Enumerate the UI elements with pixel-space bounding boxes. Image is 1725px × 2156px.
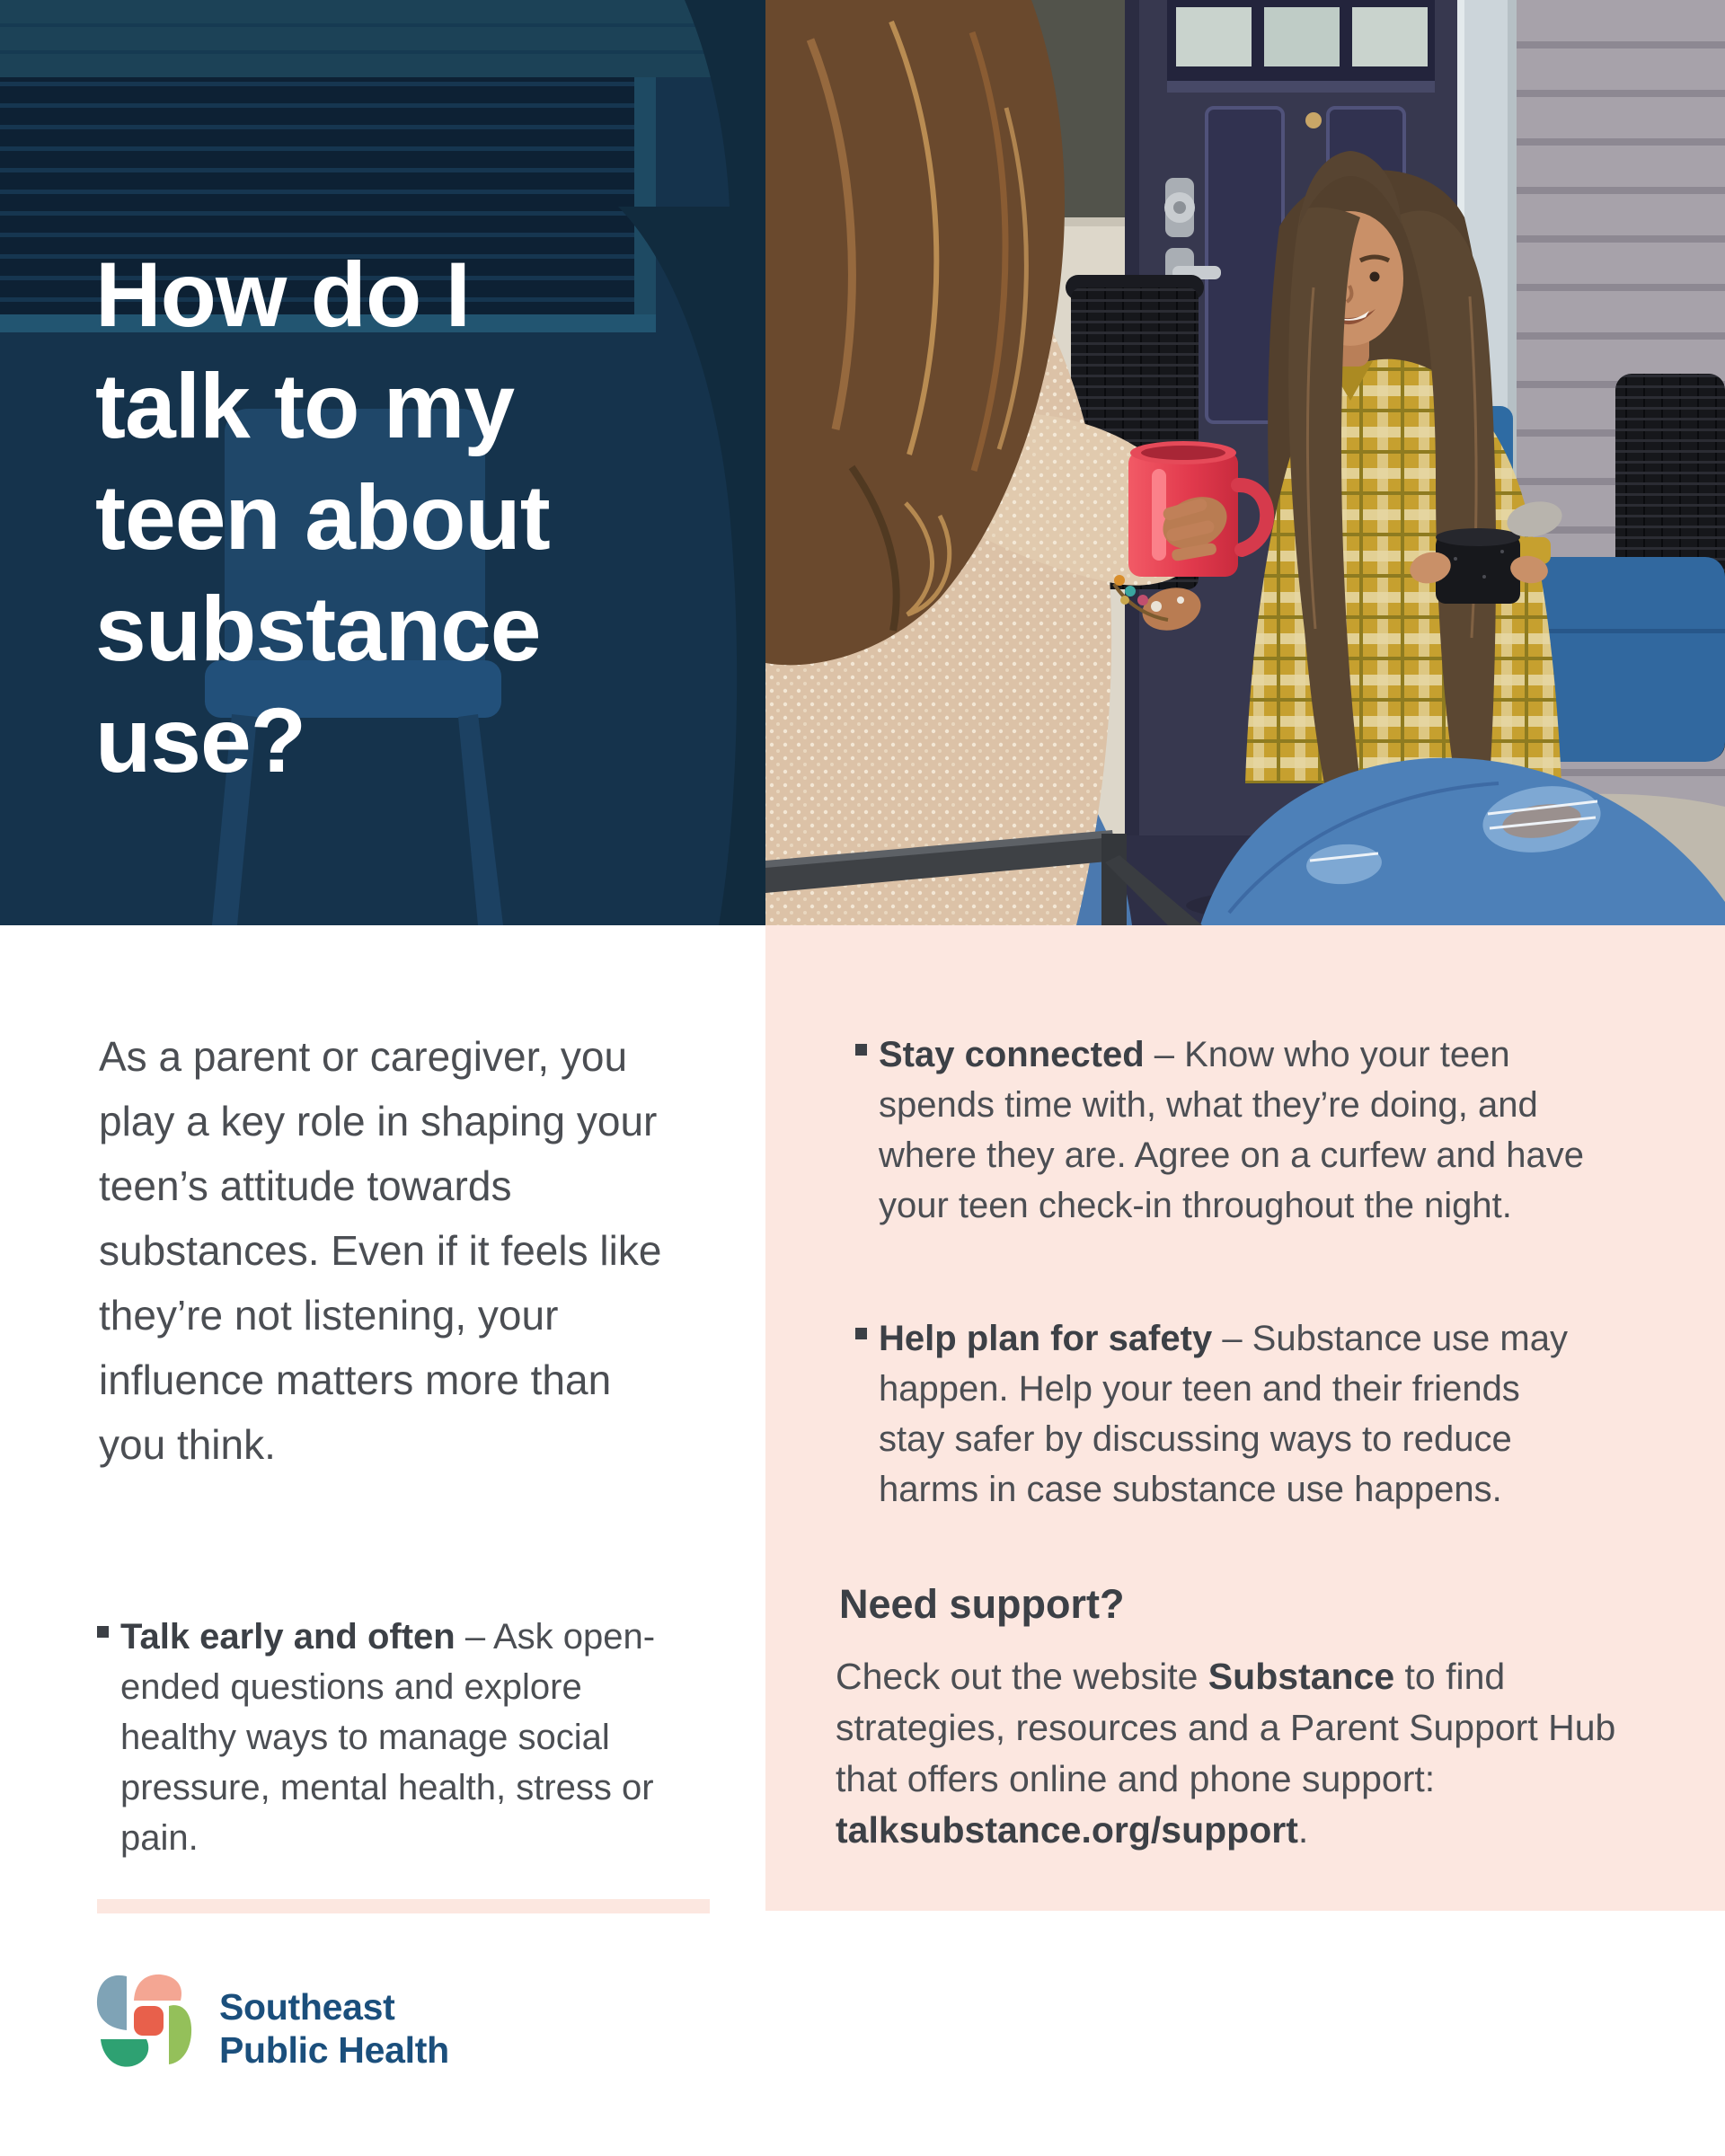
divider-bar — [97, 1899, 710, 1913]
support-paragraph — [836, 1651, 1623, 1856]
tip-talk-early-and-often — [97, 1612, 694, 1863]
logo-leaf-icon — [93, 1969, 192, 2079]
title-line: substance — [95, 578, 541, 680]
tip-body: – Ask open-ended questions and explore healthy ways to manage social pressure, mental health, stress or pain. — [120, 1617, 656, 1858]
org-name — [219, 1985, 449, 2072]
support-text: to find strategies, resources and a Parent Support Hub that offers online and phone support: — [836, 1656, 1616, 1799]
org-name-line2: Public Health — [219, 2029, 449, 2071]
org-name-line1: Southeast — [219, 1986, 395, 2028]
tip-body: – Substance use may happen. Help your teen and their friends stay safer by discussing ways to reduce harms in case substance use happens. — [879, 1319, 1568, 1509]
page-title — [95, 239, 724, 796]
title-line: use? — [95, 689, 306, 791]
tip-help-plan-for-safety — [855, 1313, 1587, 1515]
hero-section — [0, 0, 1725, 925]
tip-lead: Stay connected — [879, 1035, 1145, 1074]
title-line: talk to my — [95, 355, 515, 457]
support-text: . — [1297, 1809, 1309, 1851]
bullet-square-icon — [97, 1626, 109, 1638]
bullet-square-icon — [855, 1044, 867, 1056]
support-text: Check out the website — [836, 1656, 1208, 1697]
need-support-heading: Need support? — [839, 1581, 1125, 1627]
support-url: talksubstance.org/support — [836, 1809, 1298, 1851]
website-name: Substance — [1208, 1656, 1395, 1697]
tip-body: – Know who your teen spends time with, what they’re doing, and where they are. Agree on a curfew and have your teen check-in throughout the night. — [879, 1035, 1584, 1225]
title-line: teen about — [95, 466, 550, 569]
porch-photo — [765, 0, 1725, 925]
tip-text — [855, 1313, 1587, 1515]
peephole — [1305, 112, 1322, 128]
tip-lead: Talk early and often — [120, 1617, 456, 1657]
org-logo — [93, 1969, 449, 2079]
intro-paragraph: As a parent or caregiver, you play a key role in shaping your teen’s attitude towards substances. Even if it feels like they’re not listening, your influence matters more than you think. — [99, 1033, 662, 1468]
tip-text — [97, 1612, 694, 1863]
bullet-square-icon — [855, 1328, 867, 1339]
tip-stay-connected — [855, 1029, 1587, 1231]
tip-lead: Help plan for safety — [879, 1319, 1213, 1358]
title-line: How do I — [95, 243, 470, 346]
tip-text — [855, 1029, 1587, 1231]
